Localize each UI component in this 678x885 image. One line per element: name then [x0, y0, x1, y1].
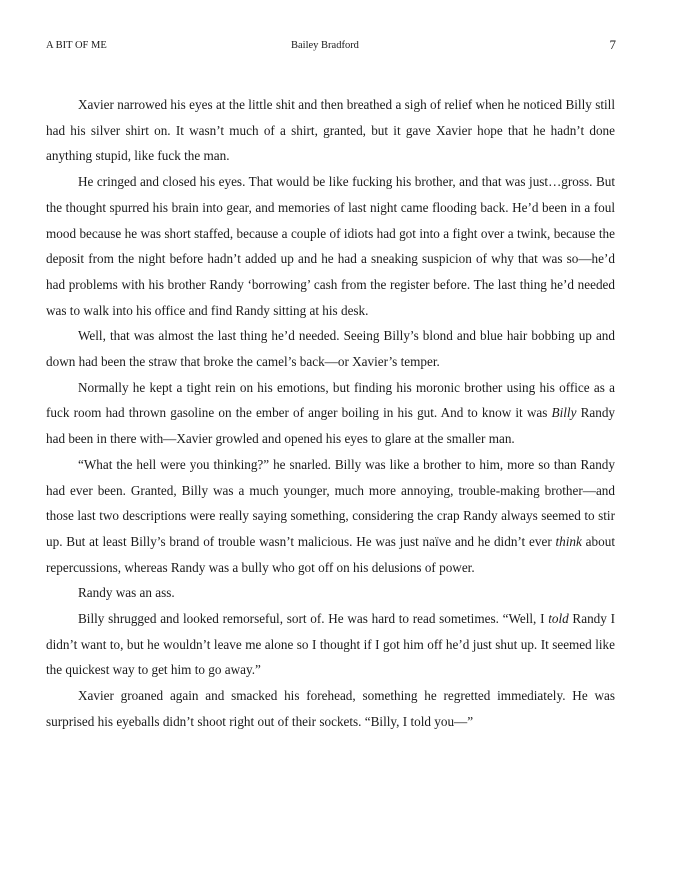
paragraph-text: Randy was an ass.	[78, 585, 175, 601]
paragraph-text: “What the hell were you thinking?” he snarled. Billy was like a brother to him, more so than Randy had ever been. Granted, Billy was a much younger, much more annoying, trouble-making brother—and those last two descriptions were really saying something, considering the crap Randy always seemed to stir up. But at least Billy’s brand of trouble wasn’t malicious. He was just naïve and he didn’t ever	[46, 456, 615, 549]
paragraph-text: Xavier narrowed his eyes at the little shit and then breathed a sigh of relief when he noticed Billy still had his silver shirt on. It wasn’t much of a shirt, granted, but it gave Xavier hope that he hadn’t done anything stupid, like fuck the man.	[46, 97, 615, 164]
paragraph-text: Randy I didn’t want to, but he wouldn’t leave me alone so I thought if I got him off he’d just shut up. It seemed like the quickest way to get him to go away.”	[46, 611, 615, 678]
running-header	[46, 38, 616, 54]
paragraph-text: Normally he kept a tight rein on his emotions, but finding his moronic brother using his office as a fuck room had thrown gasoline on the ember of anger boiling in his gut. And to know it was	[46, 379, 615, 421]
paragraph	[46, 580, 615, 606]
page-number: 7	[609, 37, 616, 52]
emphasis-text: think	[555, 533, 582, 549]
body-text	[46, 92, 615, 735]
paragraph	[46, 452, 615, 581]
paragraph	[46, 169, 615, 323]
paragraph	[46, 683, 615, 734]
paragraph	[46, 375, 615, 452]
emphasis-text: Billy	[551, 405, 577, 421]
paragraph-text: He cringed and closed his eyes. That would be like fucking his brother, and that was just…gross. But the thought spurred his brain into gear, and memories of last night came flooding back. He’d been in a foul mood because he was short staffed, because a couple of idiots had got into a fight over a twink, because the deposit from the night before hadn’t added up and he had a sneaking suspicion of why that was so—he’d had problems with his brother Randy ‘borrowing’ cash from the register before. The last thing he’d needed was to walk into his office and find Randy sitting at his desk.	[46, 174, 615, 318]
paragraph	[46, 606, 615, 683]
header-author: Bailey Bradford	[291, 40, 359, 51]
emphasis-text: told	[548, 611, 569, 627]
paragraph-text: Randy had been in there with—Xavier growled and opened his eyes to glare at the smaller man.	[46, 405, 616, 447]
paragraph-text: about repercussions, whereas Randy was a bully who got off on his delusions of power.	[46, 533, 615, 575]
paragraph	[46, 323, 615, 374]
paragraph-text: Billy shrugged and looked remorseful, sort of. He was hard to read sometimes. “Well, I	[78, 611, 549, 627]
paragraph	[46, 92, 615, 169]
header-book-title: A BIT OF ME	[46, 40, 107, 51]
paragraph-text: Xavier groaned again and smacked his forehead, something he regretted immediately. He was surprised his eyeballs didn’t shoot right out of their sockets. “Billy, I told you—”	[46, 688, 615, 729]
paragraph-text: Well, that was almost the last thing he’d needed. Seeing Billy’s blond and blue hair bobbing up and down had been the straw that broke the camel’s back—or Xavier’s temper.	[46, 328, 615, 370]
